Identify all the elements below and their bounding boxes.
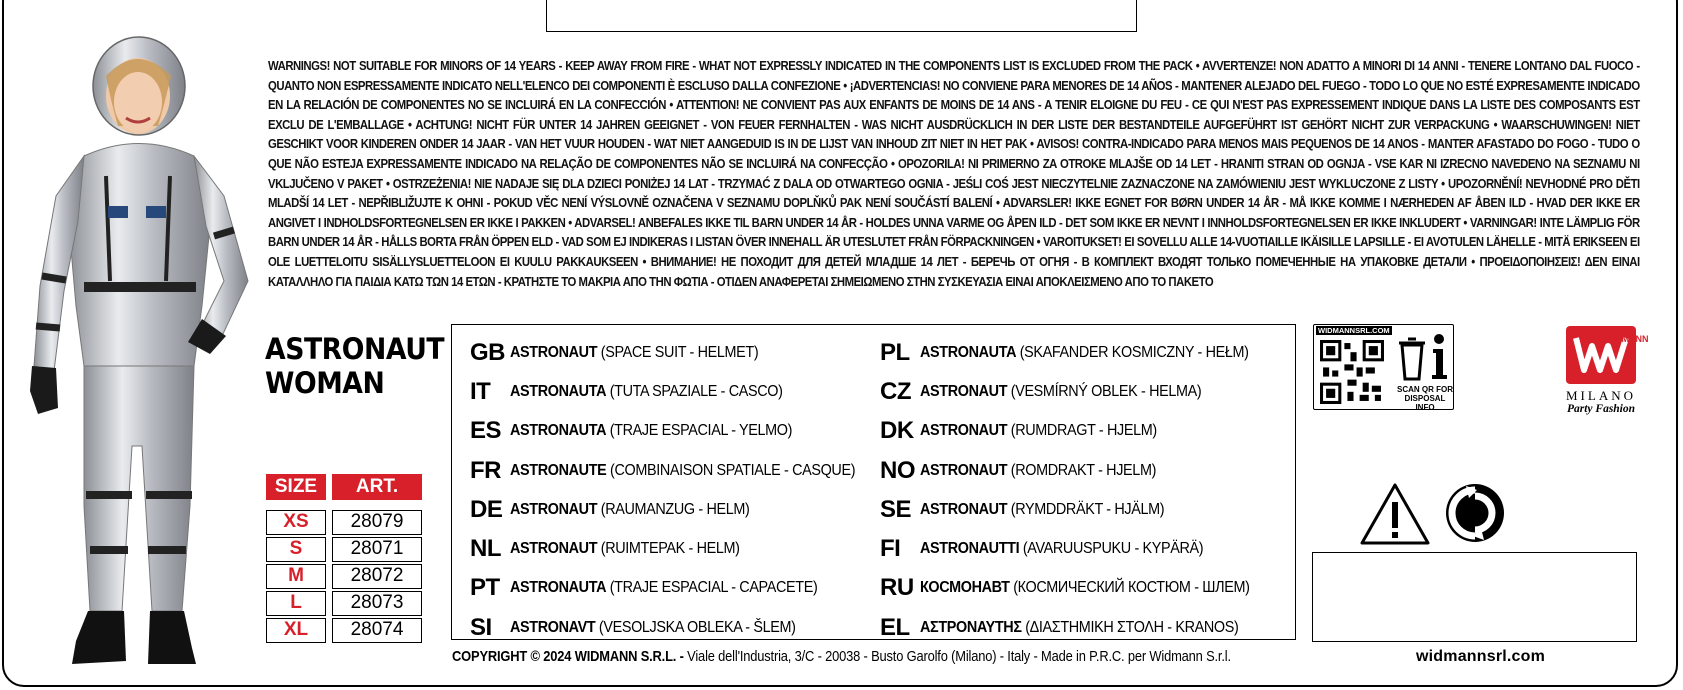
qr-code-icon [1320, 339, 1384, 405]
translations-box [451, 324, 1296, 640]
language-code: NO [880, 456, 915, 484]
translations-column-right [880, 333, 1286, 647]
size-value: XS [266, 510, 326, 535]
translation-name: ASTRONAUT [510, 500, 598, 518]
language-code: PT [470, 574, 500, 602]
translation-desc: (ROMDRAKT - HJELM) [1010, 461, 1157, 479]
translation-name: ASTRONAUT [510, 343, 598, 361]
translation-desc: (VESMÍRNÝ OBLEK - HELMA) [1010, 382, 1202, 400]
translation-desc: (COMBINAISON SPATIALE - CASQUE) [610, 461, 856, 479]
language-code: FI [880, 535, 901, 563]
product-title [265, 332, 444, 400]
copyright-address: Viale dell'Industria, 3/C - 20038 - Busto Garolfo (Milano) - Italy - Made in P.R.C. per Widmann S.r.l. [683, 648, 1231, 665]
art-number: 28071 [332, 537, 422, 562]
qr-label: WIDMANNSRL.COM [1318, 326, 1390, 335]
language-code: NL [470, 535, 501, 563]
translation-name: ASTRONAUTA [920, 343, 1017, 361]
translation-name: ASTRONAUTA [510, 422, 607, 440]
art-header: ART. [332, 474, 422, 500]
translation-name: ASTRONAVT [510, 618, 596, 636]
translation-name: КОСМОНАВТ [920, 579, 1010, 597]
translation-item [470, 451, 894, 490]
size-value: M [266, 564, 326, 589]
translation-item [470, 529, 894, 568]
translation-item [880, 569, 1286, 608]
size-row [266, 591, 422, 616]
translation-name: ASTRONAUT [920, 500, 1008, 518]
translation-item [880, 490, 1286, 529]
translation-item [470, 608, 894, 647]
size-row [266, 537, 422, 562]
translation-item [470, 372, 894, 411]
green-dot-recycle-icon [1444, 482, 1506, 544]
scan-qr-text: SCAN QR FOR DISPOSAL INFO [1397, 385, 1453, 412]
translation-desc: (AVARUUSPUKU - KYPÄRÄ) [1022, 540, 1204, 558]
widmann-logo [1556, 326, 1649, 415]
astronaut-photo [14, 36, 264, 676]
language-code: DE [470, 495, 503, 523]
translation-item [880, 451, 1286, 490]
language-code: DK [880, 417, 914, 445]
translation-desc: (КОСМИЧЕСКИЙ КОСТЮМ - ШЛЕМ) [1013, 579, 1250, 597]
size-header: SIZE [266, 474, 326, 500]
translation-item [880, 529, 1286, 568]
language-code: GB [470, 338, 505, 366]
copyright-line [452, 648, 1231, 665]
product-title-line1: ASTRONAUT [265, 332, 445, 366]
art-number: 28074 [332, 618, 422, 643]
translation-desc: (TRAJE ESPACIAL - CAPACETE) [609, 579, 818, 597]
translation-item [470, 490, 894, 529]
translation-item [880, 412, 1286, 451]
art-number: 28073 [332, 591, 422, 616]
art-number: 28079 [332, 510, 422, 535]
translation-name: ASTRONAUT [920, 461, 1008, 479]
size-row [266, 510, 422, 535]
translation-desc: (VESOLJSKA OBLEKA - ŠLEM) [598, 618, 796, 636]
logo-brand-text: WIDMANN [1604, 334, 1649, 344]
translation-desc: (RUMDRAGT - HJELM) [1010, 422, 1157, 440]
translation-desc: (TUTA SPAZIALE - CASCO) [609, 382, 783, 400]
copyright-bold: COPYRIGHT © 2024 WIDMANN S.R.L. - [452, 648, 684, 665]
translation-desc: (SPACE SUIT - HELMET) [600, 343, 759, 361]
translation-name: ASTRONAUT [920, 422, 1008, 440]
art-number: 28072 [332, 564, 422, 589]
top-label-box [546, 0, 1137, 32]
language-code: SE [880, 495, 912, 523]
translation-name: ASTRONAUT [510, 540, 598, 558]
translation-item [470, 412, 894, 451]
language-code: IT [470, 377, 491, 405]
translation-item [880, 333, 1286, 372]
translation-name: ASTRONAUTA [510, 382, 607, 400]
language-code: RU [880, 574, 914, 602]
translation-name: ASTRONAUTA [510, 579, 607, 597]
translation-name: ASTRONAUT [920, 382, 1008, 400]
translation-name: ΑΣΤΡΟΝΑΥΤΗΣ [920, 618, 1022, 636]
translation-name: ASTRONAUTE [510, 461, 607, 479]
language-code: PL [880, 338, 910, 366]
size-value: XL [266, 618, 326, 643]
language-code: CZ [880, 377, 911, 405]
size-value: S [266, 537, 326, 562]
language-code: FR [470, 456, 501, 484]
qr-box [1313, 324, 1454, 410]
translation-desc: (RAUMANZUG - HELM) [600, 500, 750, 518]
website-link[interactable]: widmannsrl.com [1416, 648, 1546, 665]
warnings-text: WARNINGS! NOT SUITABLE FOR MINORS OF 14 YEARS - KEEP AWAY FROM FIRE - WHAT NOT EXPRESSLY INDICATED IN THE COMPONENTS LIST IS EXCLUDED FROM THE PACK • AVVERTENZE! NON ADATTO A MINORI DI 14 ANNI - TENERE LONTANO DAL FUOCO - QUANTO NON ESPRESSAMENTE INDICATO NELL'ELENCO DEI COMPONENTI È ESCLUSO DALLA CONFEZIONE • ¡ADVERTENCIAS! NO CONVIENE PARA MENORES DE 14 AÑOS - MANTENER ALEJADO DEL FUEGO - TODO LO QUE NO ESTÉ EXPRESAMENTE INDICADO EN LA RELACIÓN DE COMPONENTES NO SE INCLUIRÁ EN LA CONFECCIÓN • ATTENTION! NE CONVIENT PAS AUX ENFANTS DE MOINS DE 14 ANS - A TENIR ELOIGNE DU FEU - CE QUI N'EST PAS EXPRESSEMENT INDIQUE DANS LA LISTE DES COMPOSANTS EST EXCLU DE L'EMBALLAGE • ACHTUNG! NICHT FÜR UNTER 14 JAHREN GEEIGNET - VON FEUER FERNHALTEN - WAS NICHT AUSDRÜCKLICH IN DER LISTE DER BESTANDTEILE AUFGEFÜHRT IST GEHÖRT NICHT ZUR VERPACKUNG • WAARSCHUWINGEN! NIET GESCHIKT VOOR KINDEREN ONDER 14 JAAR - VAN HET VUUR HOUDEN - WAT NIET AANGEDUID IS IN DE LIJST VAN INHOUD ZIT NIET IN HET PAK • AVISOS! CONTRA-INDICADO PARA MENOS MAIS PEQUENOS DE 14 ANOS - MANTER AFASTADO DO FOGO - TUDO O QUE NÃO ESTEJA EXPRESSAMENTE INDICADO NA RELAÇÃO DE COMPONENTES NÃO SE INCLUIRÁ NA CONFECÇÃO • OPOZORILA! NI PRIMERNO ZA OTROKE MLAJŠE OD 14 LET - HRANITI STRAN OD OGNJA - VSE KAR NI IZRECNO NAVEDENO NA SEZNAMU NI VKLJUČENO V PAKET • OSTRZEŻENIA! NIE NADAJE SIĘ DLA DZIECI PONIŻEJ 14 LAT - TRZYMAĆ Z DALA OD OTWARTEGO OGNIA - JEŚLI COŚ JEST NIECZYTELNIE ZAZNACZONE NA ZAMÓWIENIU JEST WYKLUCZONE Z LISTY • UPOZORNĚNÍ! NEVHODNÉ PRO DĚTI MLADŠÍ 14 LET - NEPŘIBLIŽUJTE K OHNI - POKUD VĚC NENÍ VÝSLOVNĚ OZNAČENA V SEZNAMU DOPLŇKŮ PAK NENÍ SOUČÁSTÍ BALENÍ • ADVARSLER! IKKE EGNET FOR BØRN UNDER 14 ÅR - MÅ IKKE KOMME I NÆRHEDEN AF ÅBEN ILD - HVAD DER IKKE ER ANGIVET I INDHOLDSFORTEGNELSEN ER IKKE I PAKKEN • ADVARSEL! ANBEFALES IKKE TIL BARN UNDER 14 ÅR - HOLDES UNNA VARME OG ÅPEN ILD - DET SOM IKKE ER NEVNT I INNHOLDSFORTEGNELSEN ER IKKE INKLUDERT • VARNINGAR! INTE LÄMPLIG FÖR BARN UNDER 14 ÅR - HÅLLS BORTA FRÅN ÖPPEN ELD - VAD SOM EJ INDIKERAS I LISTAN ÖVER INNEHALL ÄR UTESLUTET FRÅN FÖRPACKNINGEN • VAROITUKSET! EI SOVELLU ALLE 14-VUOTIAILLE IKÄISILLE LAPSILLE - EI AVOTULEN LÄHELLE - MITÄ ERIKSEEN EI OLE LUETTELOITU SISÄLLYSLUETTELOON EI KUULU PAKKAUKSEEN • ВНИМАНИЕ! НЕ ПОХОДИТ ДЛЯ ДЕТЕЙ МЛАДШЕ 14 ЛЕТ - БЕРЕЧЬ ОТ ОГНЯ - В КОМПЛЕКТ ВХОДЯТ ТОЛЬКО ПОМЕЧЕННЫЕ НА УПАКОВКЕ ДЕТАЛИ • ΠΡΟΕΙΔΟΠΟΙΗΣΕΙΣ! ΔΕΝ ΕΙΝΑΙ ΚΑΤΑΛΛΗΛΟ ΓΙΑ ΠΑΙΔΙΑ ΚΑΤΩ ΤΩΝ 14 ΕΤΩΝ - ΚΡΑΤΗΣΤΕ ΤΟ ΜΑΚΡΙΑ ΑΠΟ ΤΗΝ ΦΩΤΙΑ - ΟΤΙΔΕΝ ΑΝΑΦΕΡΕΤΑΙ ΣΗΜΕΙΩΜΕΝΟ ΣΤΗΝ ΣΥΣΚΕΥΑΣΙΑ ΕΙΝΑΙ ΑΠΟΚΛΕΙΣΜΕΝΟ ΑΠΟ ΤΟ ΠΑΚΕΤΟ [268, 58, 1640, 289]
logo-city: MILANO [1566, 388, 1636, 403]
translation-desc: (SKAFANDER KOSMICZNY - HEŁM) [1019, 343, 1249, 361]
language-code: ES [470, 417, 502, 445]
language-code: EL [880, 613, 910, 641]
translation-desc: (ΔΙΑΣΤΗΜΙΚΗ ΣΤΟΛΗ - KRANOS) [1025, 618, 1239, 636]
size-row [266, 564, 422, 589]
translation-desc: (TRAJE ESPACIAL - YELMO) [609, 422, 793, 440]
size-table [266, 474, 422, 645]
translation-item [470, 569, 894, 608]
translation-desc: (RUIMTEPAK - HELM) [600, 540, 740, 558]
product-title-line2: WOMAN [265, 366, 385, 400]
size-value: L [266, 591, 326, 616]
info-icon [1396, 329, 1452, 383]
logo-tagline: Party Fashion [1566, 403, 1636, 415]
translation-name: ASTRONAUTTI [920, 540, 1020, 558]
size-row [266, 618, 422, 643]
warning-triangle-icon [1359, 482, 1431, 546]
translations-column-left [470, 333, 894, 647]
translation-item [880, 608, 1286, 647]
translation-item [470, 333, 894, 372]
translation-item [880, 372, 1286, 411]
language-code: SI [470, 613, 492, 641]
translation-desc: (RYMDDRÄKT - HJÄLM) [1010, 500, 1165, 518]
blank-label-box [1312, 552, 1637, 642]
